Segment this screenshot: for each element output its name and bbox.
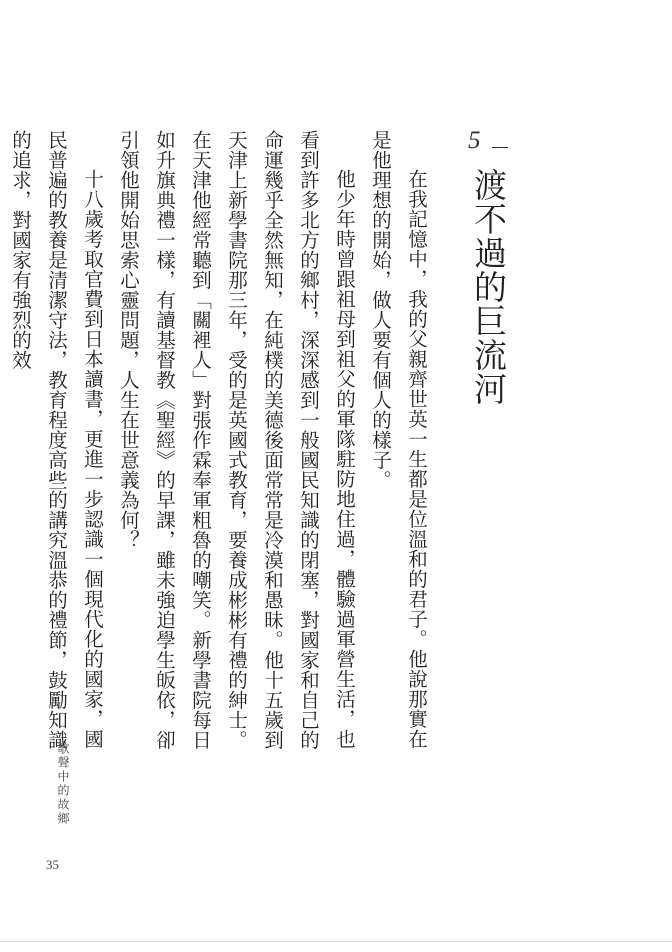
chapter-rule — [492, 147, 508, 148]
page-number: 35 — [46, 857, 59, 872]
paragraph: 他少年時曾跟祖母到祖父的軍隊駐防地住過，體驗過軍營生活，也看到許多北方的鄉村，深深感到一般國民知識的閉塞，對國家和自己的命運幾乎全然無知，在純樸的美德後面常常是冷漠和愚昧。他十五歲到天津上新學書院那三年，受的是英國式教育，要養成彬彬有禮的紳士。在天津他經常聽到「關裡人」對張作霖奉軍粗魯的嘲笑。新學書院每日如升旗典禮一樣，有讀基督教《聖經》的早課，雖未強迫學生皈依，卻引領他開始思索心靈問題，人生在世意義為何？ — [117, 130, 356, 750]
chapter-number: 5 — [468, 127, 481, 154]
bottom-rule — [0, 941, 672, 942]
body-text — [9, 130, 434, 750]
running-head: 歌聲中的故鄉 — [56, 742, 70, 826]
paragraph: 在我記憶中，我的父親齊世英一生都是位溫和的君子。他說那實在是他理想的開始，做人要有個人的樣子。 — [369, 130, 428, 749]
paragraph: 十八歲考取官費到日本讀書，更進一步認識一個現代化的國家，國民普遍的教養是清潔守法，教育程度高些的講究溫恭的禮節，鼓勵知識的追求，對國家有強烈的效 — [9, 130, 104, 750]
chapter-title: 渡不過的巨流河 — [469, 168, 508, 406]
